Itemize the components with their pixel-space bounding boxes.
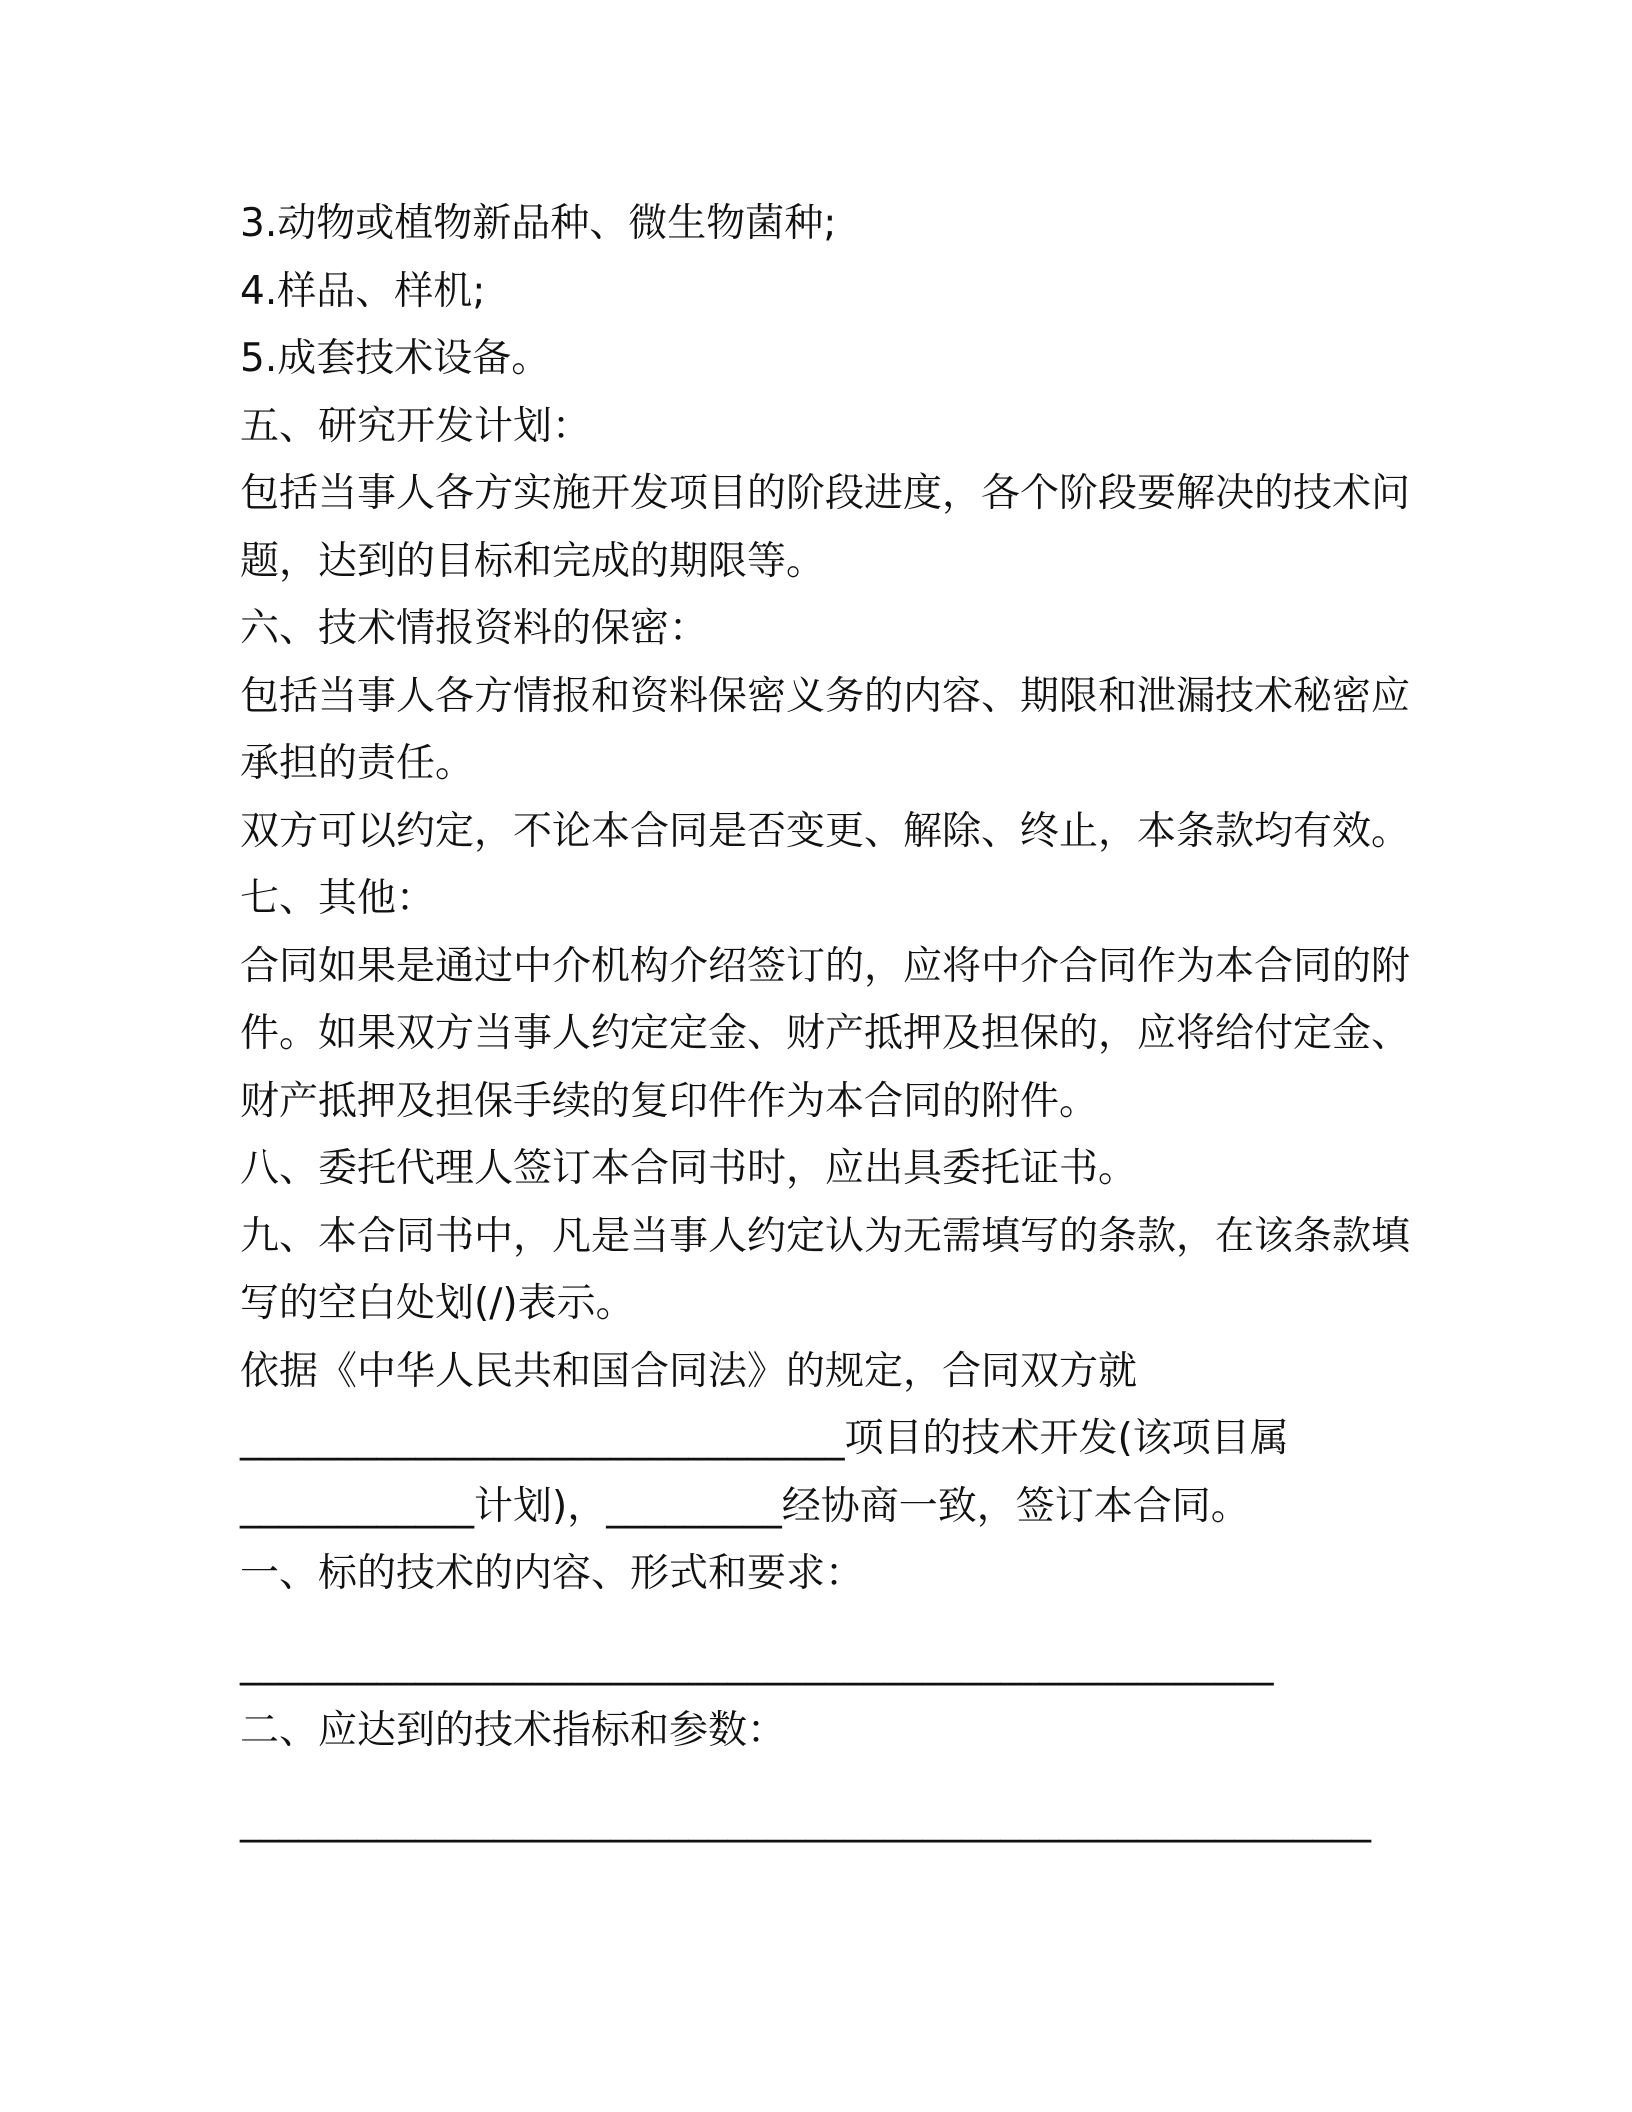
text-line: 3.动物或植物新品种、微生物菌种;: [240, 201, 837, 246]
section-heading: 九、本合同书中，凡是当事人约定认为无需填写的条款，在该条款填: [240, 1213, 1411, 1259]
section-heading: 八、委托代理人签订本合同书时，应出具委托证书。: [240, 1146, 1138, 1191]
section-heading: 七、其他：: [240, 876, 436, 921]
text-line: 依据《中华人民共和国合同法》的规定，合同双方就: [240, 1348, 1138, 1394]
section-heading: 五、研究开发计划：: [240, 403, 592, 449]
text-line: 件。如果双方当事人约定定金、财产抵押及担保的，应将给付定金、: [240, 1011, 1411, 1056]
text-line: 合同如果是通过中介机构介绍签订的，应将中介合同作为本合同的附: [240, 943, 1411, 989]
text-line: 财产抵押及担保手续的复印件作为本合同的附件。: [240, 1078, 1099, 1124]
text-line: 包括当事人各方情报和资料保密义务的内容、期限和泄漏技术秘密应: [240, 673, 1411, 719]
spacer: [240, 1765, 1400, 1787]
text-line: 4.样品、样机;: [240, 268, 486, 314]
document-page: [240, 190, 1411, 1854]
text-line: 双方可以约定，不论本合同是否变更、解除、终止，本条款均有效。: [240, 808, 1411, 854]
text-line: 5.成套技术设备。: [240, 336, 551, 381]
section-heading: 一、标的技术的内容、形式和要求：: [240, 1551, 865, 1596]
text-line: 承担的责任。: [240, 741, 475, 786]
fill-in-line: _______________________________项目的技术开发(该项目属: [240, 1416, 1289, 1461]
text-line: 写的空白处划(/)表示。: [240, 1281, 635, 1326]
section-heading: 六、技术情报资料的保密：: [240, 606, 709, 651]
text-line: 题，达到的目标和完成的期限等。: [240, 538, 826, 584]
section-heading: 二、应达到的技术指标和参数：: [240, 1708, 787, 1753]
text-line: 包括当事人各方实施开发项目的阶段进度，各个阶段要解决的技术问: [240, 471, 1411, 516]
answer-blank-line: _____________________________________________________: [240, 1640, 1274, 1686]
fill-in-line: ____________计划)，_________经协商一致，签订本合同。: [240, 1483, 1250, 1529]
spacer: [240, 1608, 1400, 1630]
answer-blank-line: __________________________________________________________: [240, 1797, 1371, 1843]
